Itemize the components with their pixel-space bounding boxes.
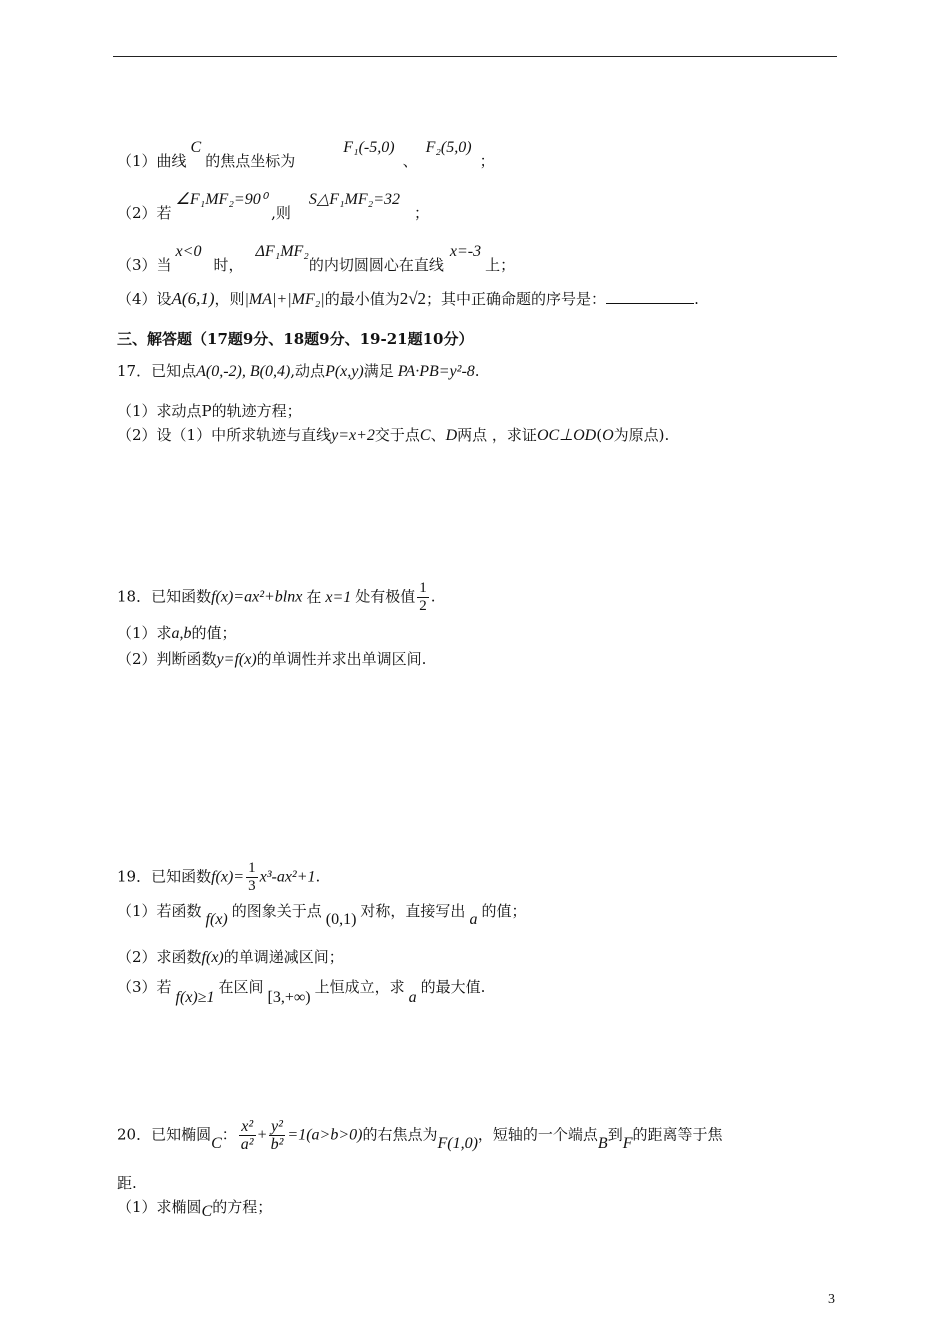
q19-part-3: （3）若f(x)≥1在区间[3,+∞)上恒成立，求a的最大值. xyxy=(117,978,486,1006)
q18-part-1: （1）求a,b的值； xyxy=(117,624,237,642)
q17-stem: 17．已知点A(0,-2), B(0,4),动点P(x,y)满足 PA·PB=y²-8. xyxy=(117,362,480,380)
fraction-one-half: $\frac{1}{2}$ xyxy=(419,580,427,614)
q19-part-2: （2）求函数f(x)的单调递减区间； xyxy=(117,948,344,966)
q18-stem: 18．已知函数f(x)=ax²+blnx 在 x=1 处有极值 $\frac{1}{2}$ . xyxy=(117,580,436,614)
q19-part-1: （1）若函数 f(x) 的图象关于点 (0,1) 对称，直接写出 a 的值； xyxy=(117,902,527,928)
q17-part-1: （1）求动点P的轨迹方程； xyxy=(117,402,302,420)
fraction-one-third: $\frac{1}{3}$ xyxy=(248,860,256,894)
q20-part-1: （1）求椭圆C的方程； xyxy=(117,1198,273,1220)
section-title: 三、解答题（17题9分、18题9分、19-21题10分） xyxy=(117,330,474,348)
q16-statement-4: （4）设A(6,1)，则|MA|+|MF₂|的最小值为2√2；其中正确命题的序号是： . xyxy=(117,289,699,308)
q18-part-2: （2）判断函数y=f(x)的单调性并求出单调区间. xyxy=(117,650,427,668)
q16-statement-2: （2）若∠F₁MF₂=90⁰,则S△F₁MF₂=32； xyxy=(117,191,430,222)
q20-stem: 20．已知椭圆C： $\frac{\text{x²}}{\text{a²}}$ + $\frac{\text{y²}}{\text{b²}}$ =1(a>b>0)的右焦点为F(1,0)，短轴的一个端点B到F的距离等于焦 xyxy=(117,1118,723,1153)
fraction-y-over-b: $\frac{\text{y²}}{\text{b²}}$ xyxy=(270,1118,284,1153)
q17-part-2: （2）设（1）中所求轨迹与直线y=x+2交于点C、D两点 ，求证OC⊥OD(O为原点). xyxy=(117,426,670,444)
header-rule xyxy=(113,56,837,57)
q20-continuation: 距. xyxy=(117,1174,137,1192)
page-number: 3 xyxy=(828,1292,835,1307)
q19-stem: 19．已知函数f(x)= $\frac{1}{3}$ x³-ax²+1. xyxy=(117,860,321,894)
fraction-x-over-a: $\frac{\text{x²}}{\text{a²}}$ xyxy=(240,1118,254,1153)
q16-statement-1: （1）曲线C的焦点坐标为F₁(-5,0)、F₂(5,0)； xyxy=(117,139,495,170)
q16-statement-3: （3）当x<0时，ΔF₁MF₂的内切圆圆心在直线x=-3上； xyxy=(117,243,516,274)
answer-blank[interactable] xyxy=(606,289,694,304)
